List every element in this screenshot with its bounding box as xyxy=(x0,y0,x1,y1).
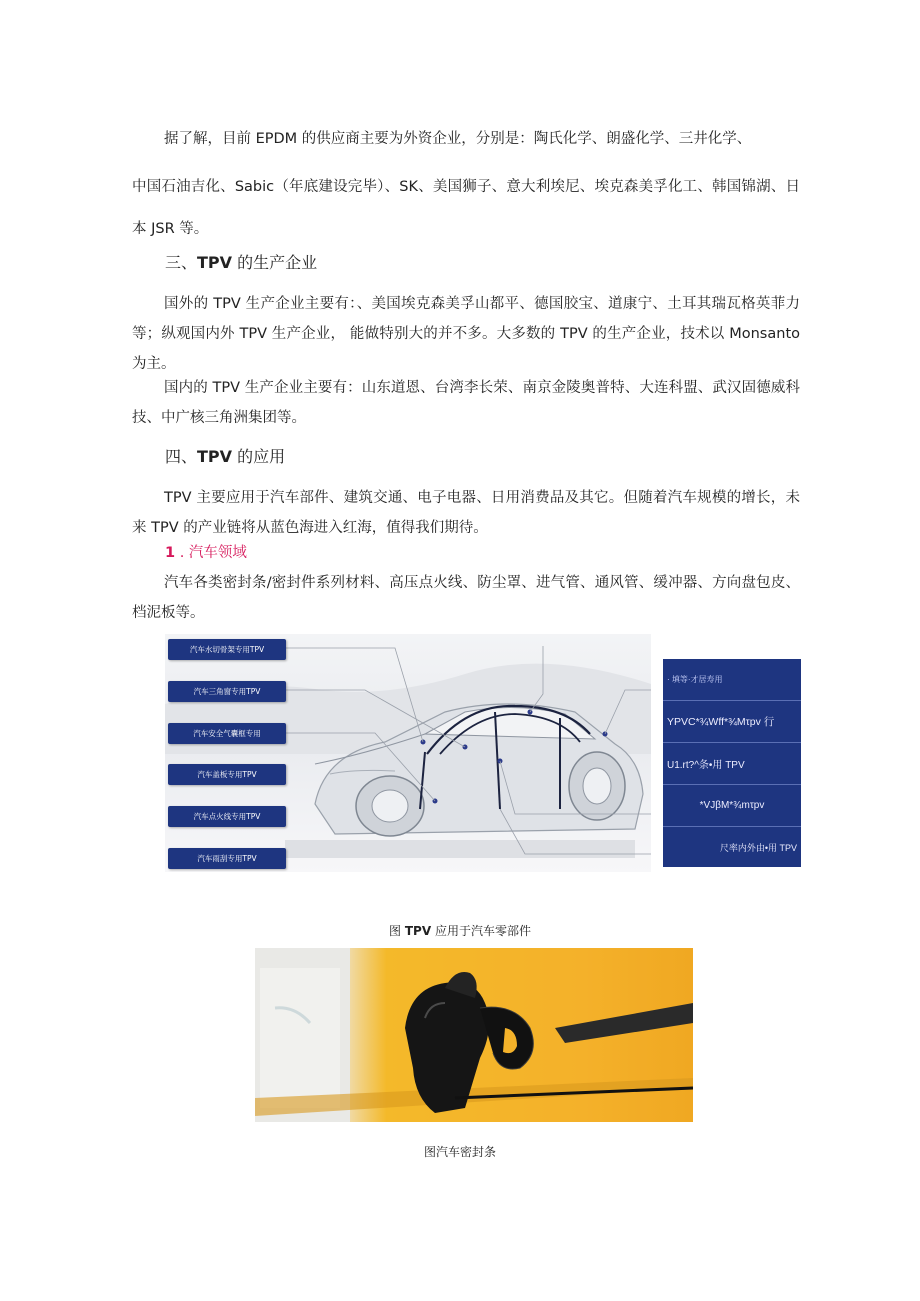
car-illustration xyxy=(165,634,651,872)
label-airbag-frame: 汽车安全气囊框专用 xyxy=(168,723,286,744)
figure1-caption: 图 TPV 应用于汽车零部件 xyxy=(389,924,531,938)
domestic-producers-paragraph: 国内的 TPV 生产企业主要有：山东道恩、台湾李长荣、南京金陵奥普特、大连科盟、武汉固德威科技、中广核三角洲集团等。 xyxy=(132,380,800,426)
subheading-automotive: 1 . 汽车领域 xyxy=(165,545,247,561)
car-tpv-diagram xyxy=(165,634,651,872)
sealing-strip-photo xyxy=(255,948,693,1122)
panel-row: · 填等·才居寿用 xyxy=(663,659,801,701)
heading-tpv-producers: 三、TPV 的生产企业 xyxy=(165,253,318,272)
figure2-caption: 图汽车密封条 xyxy=(423,1145,496,1159)
label-window-frame-tpv: 汽车水切骨架专用TPV xyxy=(168,639,286,660)
panel-row: YPVC*¾Wff*¾Mτpv 行 xyxy=(663,701,801,743)
heading-tpv-applications: 四、TPV 的应用 xyxy=(165,447,286,466)
label-ignition-wire-tpv: 汽车点火线专用TPV xyxy=(168,806,286,827)
label-cover-plate-tpv: 汽车盖板专用TPV xyxy=(168,764,286,785)
panel-row: 尺率内外由•用 TPV xyxy=(719,843,797,853)
automotive-paragraph: 汽车各类密封条/密封件系列材料、高压点火线、防尘罩、进气管、通风管、缓冲器、方向盘包皮、档泥板等。 xyxy=(132,575,800,621)
applications-paragraph: TPV 主要应用于汽车部件、建筑交通、电子电器、日用消费品及其它。但随着汽车规模的增长，未来 TPV 的产业链将从蓝色海进入红海，值得我们期待。 xyxy=(132,490,800,536)
label-wiper-tpv: 汽车雨刮专用TPV xyxy=(168,848,286,869)
label-triangle-window-tpv: 汽车三角窗专用TPV xyxy=(168,681,286,702)
sealing-strip-illustration xyxy=(255,948,693,1122)
panel-row: *VJβM*¾mτpv xyxy=(663,785,801,827)
panel-row: U1.rt?^条•用 TPV xyxy=(663,743,801,785)
epdm-paragraph-rest: 中国石油吉化、Sabic（年底建设完毕）、SK、美国狮子、意大利埃尼、埃克森美孚化工、韩国锦湖、日本 JSR 等。 xyxy=(132,179,800,237)
epdm-paragraph-line1: 据了解，目前 EPDM 的供应商主要为外资企业，分别是：陶氏化学、朗盛化学、三井化学、 xyxy=(164,131,752,147)
foreign-producers-paragraph: 国外的 TPV 生产企业主要有：、美国埃克森美孚山都平、德国胶宝、道康宁、土耳其瑞瓦格英菲力等；纵观国内外 TPV 生产企业， 能做特别大的并不多。大多数的 TPV 的生产企业，技术以 Monsanto 为主。 xyxy=(132,296,800,372)
right-label-panel xyxy=(663,659,801,867)
